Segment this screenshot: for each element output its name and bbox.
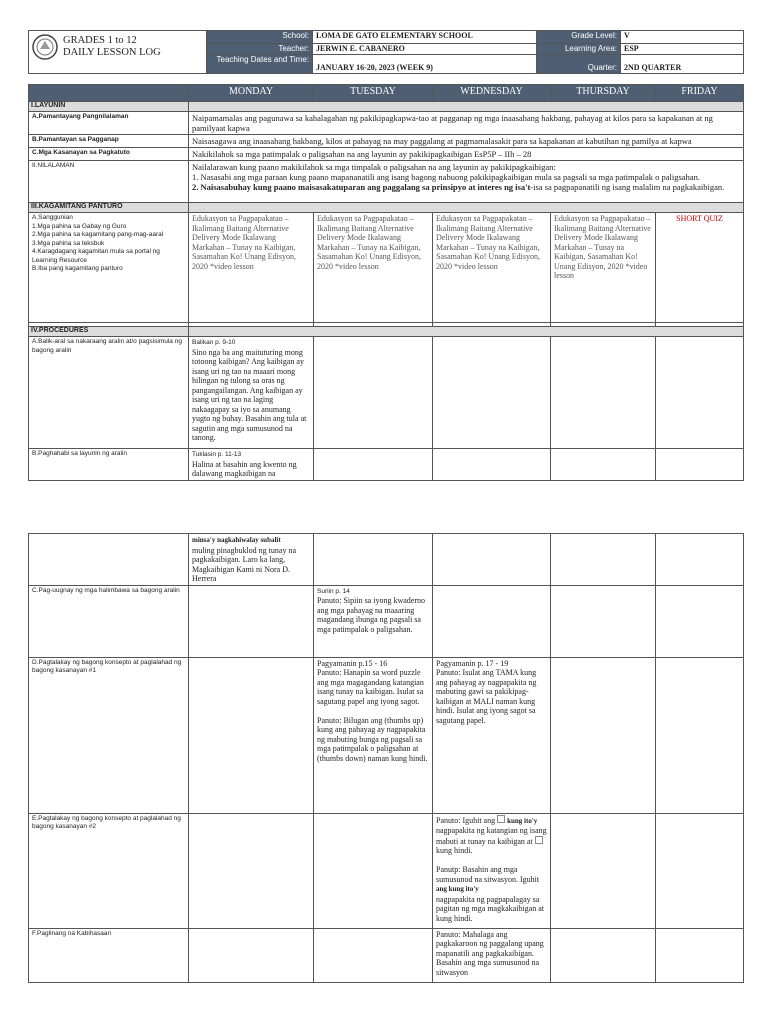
sanggunian-thursday: Edukasyon sa Pagpapakatao – Ikalimang Baitang Alternative Delivery Mode Ikalawang Markahan – Tunay na Kaibigan, Sasamahan Ko! Unang Edisyon, 2020 *video lesson: [551, 213, 656, 323]
table-row: [29, 161, 744, 203]
section-layunin: [29, 102, 744, 112]
label-line: 1.Mga pahina sa Gabay ng Guro: [32, 222, 127, 230]
procedure-a-monday: [189, 337, 314, 449]
nilalaman-line3: [192, 182, 740, 192]
row-text: Naisasagawa ang inaasahang hakbang, kilos at pahayag na may paggalang at pagmamalasakit para sa kapakanan at kabutihan ng pamilya at kapwa: [189, 135, 744, 148]
day-monday: MONDAY: [189, 85, 314, 102]
cell-heading: Suriin p. 14: [317, 587, 350, 595]
cell-text: nagpapakita ng katangian ng isang mabuti at tunay na kaibigan at: [436, 826, 547, 846]
cell-text: Panuto: Isulat ang TAMA kung ang pahayag ay nagpapakita ng mabuting gawi sa pakikipag-kaibigan at MALI naman kung hindi. Isulat ang iyong sagot sa sagutang papel.: [436, 668, 537, 725]
section-procedures-label: IV.PROCEDURES: [29, 327, 189, 337]
procedure-d-tuesday: [314, 657, 433, 813]
sanggunian-monday: Edukasyon sa Pagpapakatao – Ikalimang Baitang Alternative Delivery Mode Ikalawang Markahan – Tunay na Kaibigan, Sasamahan Ko! Unang Edisyon, 2020 *video lesson: [189, 213, 314, 323]
friday-short-quiz: SHORT QUIZ: [656, 213, 744, 323]
row-label: II.NILALAMAN: [29, 161, 189, 203]
procedure-c-tuesday: [314, 585, 433, 657]
title-line2: DAILY LESSON LOG: [63, 47, 161, 58]
label-line: B.Iba pang kagamitang panturo: [32, 265, 123, 272]
cell-text: muling pinagbuklod ng tunay na pagkakaibigan. Laro ka lang, Magkaibigan Kami ni Nora D. Herrera: [192, 545, 296, 583]
cell-heading: Pagyamanin p. 17 - 19: [436, 658, 509, 668]
section-kagamitan: [29, 203, 744, 213]
teacher-label: Teacher:: [207, 44, 313, 55]
lesson-table-continued: [28, 533, 744, 983]
lesson-log-top: [28, 30, 743, 481]
row-text: Naipamamalas ang pagunawa sa kahalagahan ng pakikipagkapwa-tao at pagganap ng mga inaasahang hakbang, pahayag at kilos para sa kapakanan at ng pamilyaat kapwa: [189, 112, 744, 135]
nilalaman-text: [189, 161, 744, 203]
day-tuesday: TUESDAY: [314, 85, 433, 102]
days-header-row: [29, 85, 744, 102]
table-row: [29, 148, 744, 161]
header-table: [28, 30, 744, 74]
nilalaman-line1: Nailalarawan kung paano makikilahok sa mga timpalak o paligsahan na ang layunin ay pakikipagkaibigan:: [192, 162, 556, 172]
title-line1: GRADES 1 to 12: [63, 35, 137, 46]
table-row: [29, 585, 744, 657]
nilalaman-line3-rest: -isa sa pagpapanatili ng isang malalim na pagkakaibigan.: [530, 182, 725, 192]
label-line: A.Sanggunian: [32, 214, 73, 221]
table-row: [29, 449, 744, 481]
cell-text: kung hindi.: [436, 846, 473, 855]
row-label: E.Pagtalakay ng bagong konsepto at paglalahad ng bagong kasanayan #2: [29, 813, 189, 928]
section-layunin-label: I.LAYUNIN: [29, 102, 189, 112]
cell-text: Panuto: Bilugan ang (thumbs up) kung ang pahayag ay nagpapakita ng mabuting bunga ng pagsali sa mga patimpalak o paligsahan at (thumbs down) naman kung hindi.: [317, 715, 428, 763]
table-row: [29, 337, 744, 449]
deped-seal-icon: [31, 33, 59, 61]
table-row: [29, 813, 744, 928]
table-row: [29, 213, 744, 323]
cell-heading: Balikan p. 9-10: [192, 339, 236, 346]
teacher-value: JERWIN E. CABANERO: [313, 44, 537, 55]
table-row: [29, 928, 744, 982]
day-thursday: THURSDAY: [551, 85, 656, 102]
procedure-b-monday-cont: [189, 534, 314, 586]
cell-text: Panuto: Hanapin sa word puzzle ang mga magagandang katangian isang tunay na kaibigan. Isulat sa sagutang papel ang iyong sagot.: [317, 668, 424, 706]
box-icon: [497, 815, 505, 823]
sanggunian-wednesday: Edukasyon sa Pagpapakatao – Ikalimang Baitang Alternative Delivery Mode Ikalawang Markahan – Tunay na Kaibigan, Sasamahan Ko! Unang Edisyon, 2020 *video lesson: [433, 213, 551, 323]
procedure-d-wednesday: [433, 657, 551, 813]
day-friday: FRIDAY: [656, 85, 744, 102]
row-label: A.Balik-aral sa nakaraang aralin at/o pagsisimula ng bagong aralin: [29, 337, 189, 449]
grade-label: Grade Level:: [537, 31, 621, 44]
cell-text: Panuto: Iguhit ang: [436, 815, 496, 825]
table-row: [29, 534, 744, 586]
lesson-log-continued: [28, 533, 743, 983]
cell-text: nagpapakita ng pagpapalagay sa pagitan ng mga magkakaibigan at kung hindi.: [436, 894, 544, 923]
nilalaman-line3-bold: 2. Naisasabuhay kung paano maisasakatuparan ang paggalang sa prinsipyo at interes ng isa't: [192, 182, 531, 192]
cell-bold-text: minsa'y nagkahiwalay subalit: [192, 536, 281, 544]
label-line: 4.Karagdagang kagamitan mula sa portal ng Learning Resource: [32, 248, 160, 264]
table-row: [29, 657, 744, 813]
dates-value: JANUARY 16-20, 2023 (WEEK 9): [313, 55, 537, 74]
table-row: [29, 112, 744, 135]
day-wednesday: WEDNESDAY: [433, 85, 551, 102]
cell-text: Halina at basahin ang kwento ng dalawang magkaibigan na: [192, 459, 297, 478]
row-label: C.Mga Kasanayan sa Pagkatuto: [29, 148, 189, 161]
cell-text: Panuto: Sipiin sa iyong kwaderno ang mga pahayag na maaaring magandang ibunga ng pagsali sa mga patimpalak o paligsahan.: [317, 596, 425, 634]
grade-value: V: [621, 31, 744, 44]
section-procedures: [29, 327, 744, 337]
row-label: C.Pag-uugnay ng mga halimbawa sa bagong aralin: [29, 585, 189, 657]
lesson-table: [28, 84, 744, 481]
row-label: A.Pamantayang Pangnilalaman: [29, 112, 189, 135]
cell-heading: Pagyamanin p.15 - 16: [317, 658, 388, 668]
school-label: School:: [207, 31, 313, 44]
row-text: Nakikilahok sa mga patimpalak o paligsahan na ang layunin ay pakikipagkaibigan EsP5P – IIh – 28: [189, 148, 744, 161]
row-label: D.Pagtalakay ng bagong konsepto at paglalahad ng bagong kasanayan #1: [29, 657, 189, 813]
label-line: 2.Mga pahina sa kagamitang pang-mag-aaral: [32, 231, 164, 238]
procedure-f-wednesday: Panuto: Mahalaga ang pagkakaroon ng paggalang upang mapanatili ang pagkakaibigan. Basahin ang mga sumusunod na sitwasyon: [433, 928, 551, 982]
quarter-value: 2ND QUARTER: [621, 55, 744, 74]
sanggunian-tuesday: Edukasyon sa Pagpapakatao – Ikalimang Baitang Alternative Delivery Mode Ikalawang Markahan – Tunay na Kaibigan, Sasamahan Ko! Unang Edisyon, 2020 *video lesson: [314, 213, 433, 323]
procedure-b-monday: [189, 449, 314, 481]
quarter-label: Quarter:: [537, 55, 621, 74]
cell-bold-text: ang kung ito'y: [436, 885, 479, 893]
title-block: [29, 31, 207, 74]
table-row: [29, 135, 744, 148]
label-line: 3.Mga pahina sa teksbuk: [32, 239, 105, 247]
school-value: LOMA DE GATO ELEMENTARY SCHOOL: [313, 31, 537, 44]
box-icon: [535, 836, 543, 844]
cell-heading: Tuklasin p. 11-13: [192, 451, 242, 458]
nilalaman-line2: 1. Nasasabi ang mga paraan kung paano mapananatili ang isang bagong nabuong pakikipagkaibigan mula sa pagsali sa mga patimpalak o paligsahan.: [192, 172, 700, 182]
cell-text: Panutp: Basahin ang mga sumusunod na sitwasyon. Iguhit: [436, 865, 540, 884]
row-label: F.Paglinang na Kabihasaan: [29, 928, 189, 982]
area-label: Learning Area:: [537, 44, 621, 55]
dates-label: Teaching Dates and Time:: [207, 55, 313, 74]
section-kagamitan-label: III.KAGAMITANG PANTURO: [29, 203, 189, 213]
area-value: ESP: [621, 44, 744, 55]
row-label: B.Paghahabi sa layunin ng aralin: [29, 449, 189, 481]
row-label: B.Pamantayan sa Pagganap: [29, 135, 189, 148]
cell-bold-text: kung ito'y: [507, 816, 538, 825]
cell-text: Sino nga ba ang maituturing mong totoong kaibigan? Ang kaibigan ay isang uri ng tao na maaari mong hilingan ng tulong sa oras ng pangangailangan. Ang kaibigan ay isang uri ng tao na laging nakaagapay sa iyo sa anumang yugto ng buhay. Basahin ang tula at sagutin ang mga sumusunod na tanong.: [192, 347, 307, 442]
procedure-e-wednesday: [433, 813, 551, 928]
sanggunian-labels: [29, 213, 189, 323]
